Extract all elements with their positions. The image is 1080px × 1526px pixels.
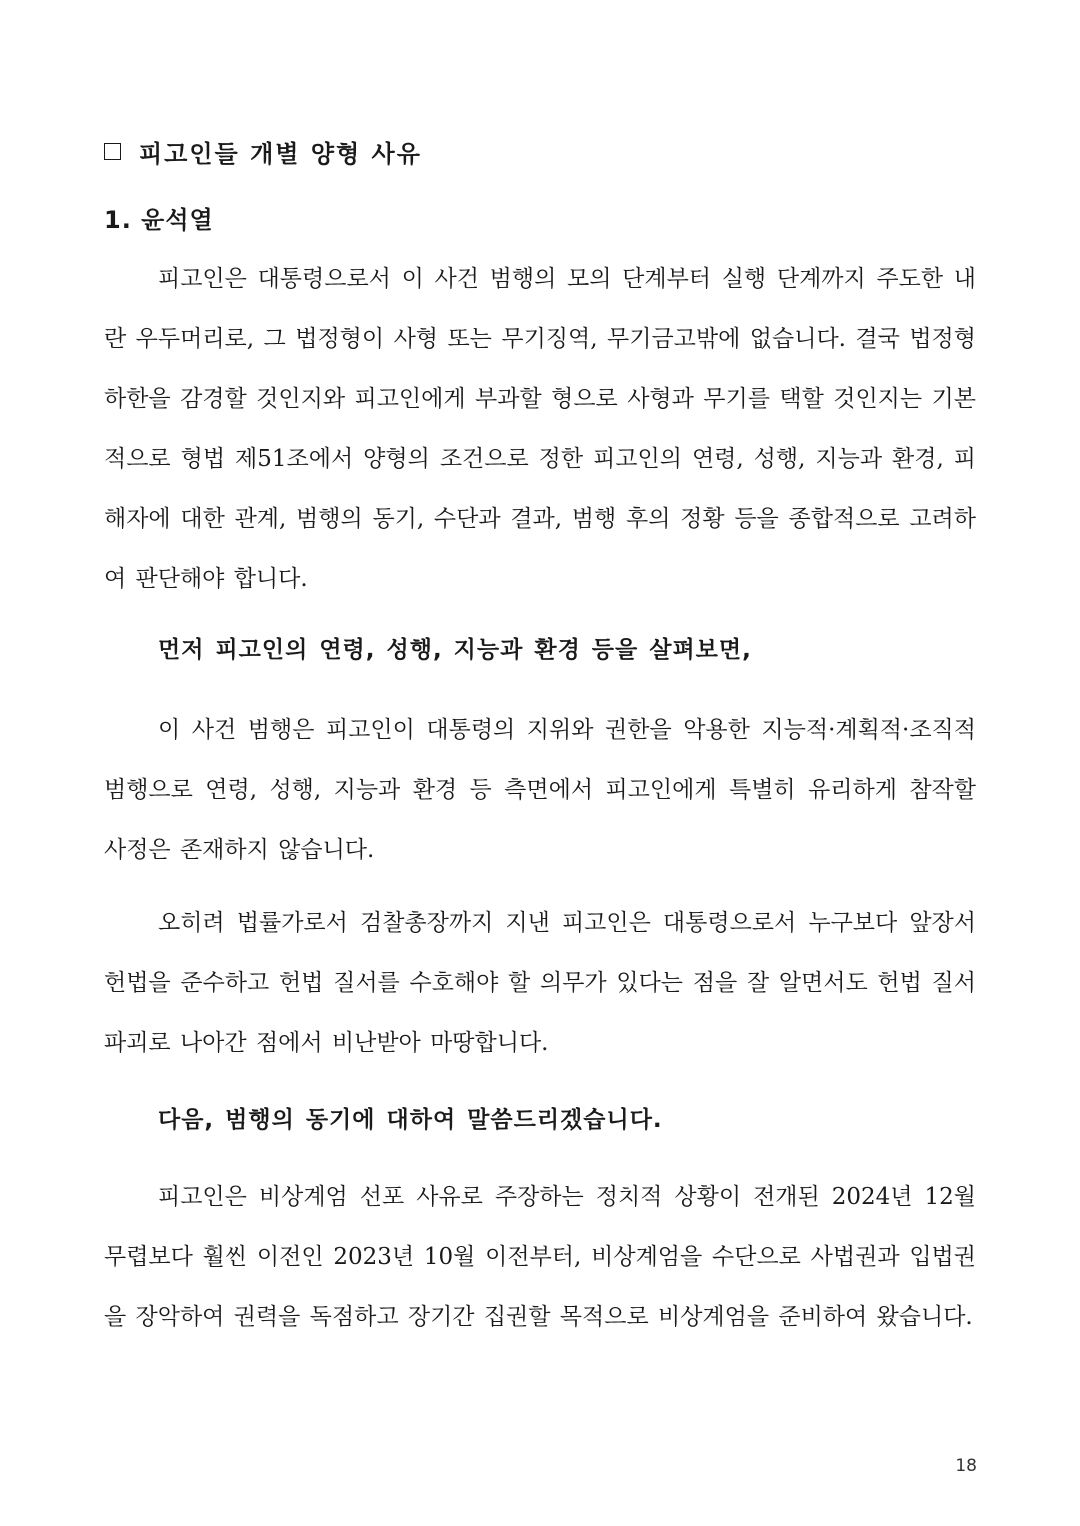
- paragraph-lawyer-duty: 오히려 법률가로서 검찰총장까지 지낸 피고인은 대통령으로서 누구보다 앞장서 헌법을 준수하고 헌법 질서를 수호해야 할 의무가 있다는 점을 잘 알면서도 헌법 질서 파괴로 나아간 점에서 비난받아 마땅합니다.: [104, 910, 976, 1056]
- section-heading: [104, 134, 422, 169]
- subsection-title: 1. 윤석열: [104, 206, 214, 234]
- checkbox-icon: [104, 143, 121, 160]
- page-number: 18: [955, 1456, 977, 1476]
- paragraph-motive: 피고인은 비상계엄 선포 사유로 주장하는 정치적 상황이 전개된 2024년 12월 무렵보다 훨씬 이전인 2023년 10월 이전부터, 비상계엄을 수단으로 사법권과 입법권을 장악하여 권력을 독점하고 장기간 집권할 목적으로 비상계엄을 준비하여 왔습니다.: [104, 1184, 976, 1330]
- paragraph-lead-age-character: 먼저 피고인의 연령, 성행, 지능과 환경 등을 살펴보면,: [158, 637, 752, 663]
- paragraph-intro: 피고인은 대통령으로서 이 사건 범행의 모의 단계부터 실행 단계까지 주도한 내란 우두머리로, 그 법정형이 사형 또는 무기징역, 무기금고밖에 없습니다. 결국 법정형 하한을 감경할 것인지와 피고인에게 부과할 형으로 사형과 무기를 택할 것인지는 기본적으로 형법 제51조에서 양형의 조건으로 정한 피고인의 연령, 성행, 지능과 환경, 피해자에 대한 관계, 범행의 동기, 수단과 결과, 범행 후의 정황 등을 종합적으로 고려하여 판단해야 합니다.: [104, 266, 976, 592]
- section-title: 피고인들 개별 양형 사유: [139, 140, 422, 168]
- paragraph-no-mitigation: 이 사건 범행은 피고인이 대통령의 지위와 권한을 악용한 지능적·계획적·조직적 범행으로 연령, 성행, 지능과 환경 등 측면에서 피고인에게 특별히 유리하게 참작할 사정은 존재하지 않습니다.: [104, 717, 976, 863]
- paragraph-lead-motive: 다음, 범행의 동기에 대하여 말씀드리겠습니다.: [158, 1107, 663, 1133]
